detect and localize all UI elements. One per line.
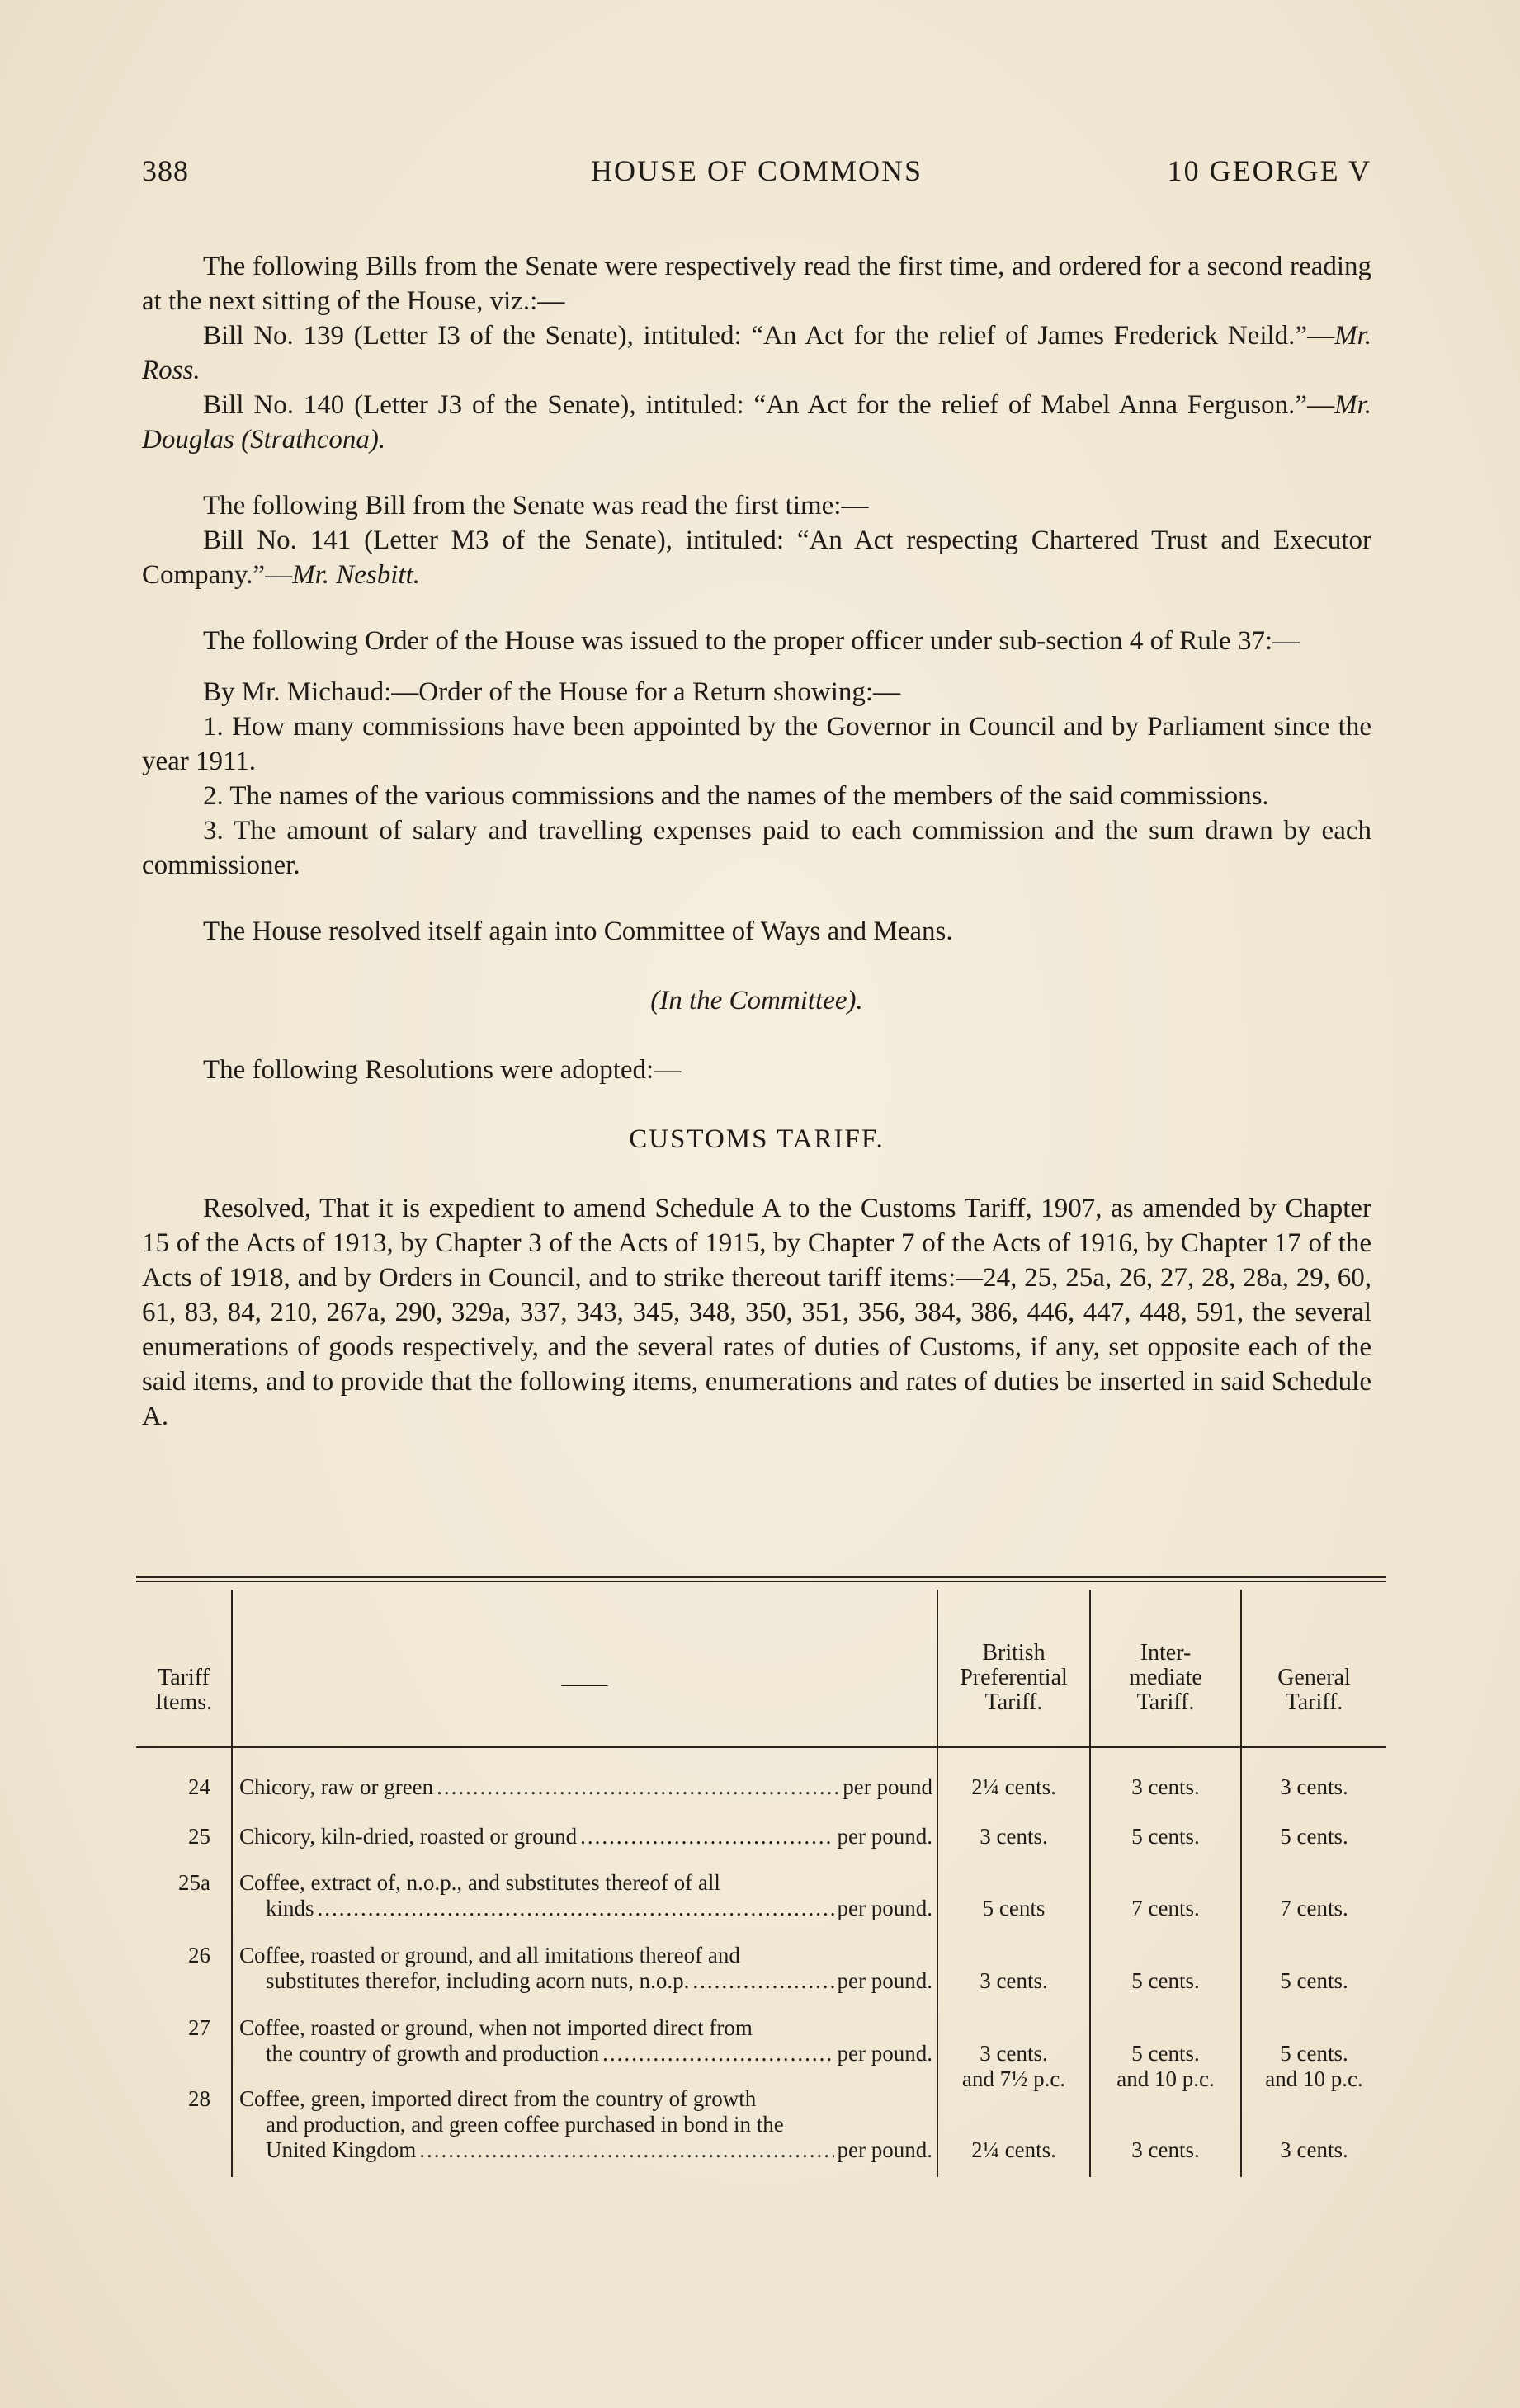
header-british-preferential: British Preferential Tariff. xyxy=(937,1590,1089,1746)
in-committee: (In the Committee). xyxy=(650,986,863,1016)
paragraph-item-2: 2. The names of the various commissions and the names of the members of the said commissions. xyxy=(203,781,1269,811)
paragraph-item-3: 3. The amount of salary and travelling expenses paid to each commission and the sum drawn by each commissioner. xyxy=(142,816,1371,880)
paragraph-bill-141: Bill No. 141 (Letter M3 of the Senate), intituled: “An Act respecting Chartered Trust and Executor Company.”—Mr. Nesbitt. xyxy=(142,525,1371,590)
header-tariff-items: Tariff Items. xyxy=(154,1665,213,1715)
header-intermediate: Inter- mediate Tariff. xyxy=(1089,1590,1240,1746)
page-number: 388 xyxy=(142,154,189,187)
paragraph-committee: The House resolved itself again into Committee of Ways and Means. xyxy=(203,917,953,946)
member-name: Mr. Nesbitt. xyxy=(292,560,421,590)
paragraph-bill-140: Bill No. 140 (Letter J3 of the Senate), intituled: “An Act for the relief of Mabel Anna Ferguson.”—Mr. Douglas (Strathcona). xyxy=(142,390,1371,455)
paragraph-order-issued: The following Order of the House was issued to the proper officer under sub-section 4 of Rule 37:— xyxy=(203,626,1300,656)
member-name: Mr. Ross. xyxy=(142,321,1371,385)
paragraph-item-1: 1. How many commissions have been appointed by the Governor in Council and by Parliament since the year 1911. xyxy=(142,712,1371,776)
paragraph-michaud-order: By Mr. Michaud:—Order of the House for a Return showing:— xyxy=(203,677,901,707)
header-description: —— xyxy=(231,1590,937,1746)
paragraph-bills-intro: The following Bills from the Senate were respectively read the first time, and ordered for a second reading at the next sitting of the House, viz.:— xyxy=(142,252,1371,316)
header-general: General Tariff. xyxy=(1240,1590,1386,1746)
proceedings-text xyxy=(142,249,1371,1434)
paragraph-resolutions: The following Resolutions were adopted:— xyxy=(203,1055,682,1085)
tariff-table xyxy=(136,1590,1386,2177)
regnal-year: 10 GEORGE V xyxy=(1167,154,1371,187)
member-name: Mr. Douglas (Strathcona). xyxy=(142,390,1371,455)
page-header xyxy=(142,153,1371,195)
table-header xyxy=(136,1590,1386,1748)
paragraph-resolved: Resolved, That it is expedient to amend Schedule A to the Customs Tariff, 1907, as amended by Chapter 15 of the Acts of 1913, by Chapter 3 of the Acts of 1915, by Chapter 7 of the Acts of 1916, by Chapter 17 of the Acts of 1918, and by Orders in Council, and to strike thereout tariff items:—24, 25, 25a, 26, 27, 28, 28a, 29, 60, 61, 83, 84, 210, 267a, 290, 329a, 337, 343, 345, 348, 350, 351, 356, 384, 386, 446, 447, 448, 591, the several enumerations of goods respectively, and the several rates of duties of Customs, if any, set opposite each of the said items, and to provide that the following items, enumerations and rates of duties be inserted in said Schedule A. xyxy=(142,1194,1371,1431)
table-top-rule xyxy=(136,1576,1386,1582)
section-heading: CUSTOMS TARIFF. xyxy=(629,1124,885,1154)
table-body: 24 Chicory, raw or green ..... per pound 2¼ cents. 3 cents. 3 cents. 25 Chicory, kiln-dried, roasted or ground ..... per pound. 3 cents. 5 cents. 5 cents. 25a Coffee, extract of, n.o.p., and substitutes thereof of all kinds ..... per pound. 5 cents 7 cents. 7 cents. 26 Coffee, roasted or ground, and all imitations thereof and substitutes therefor, including acorn nuts, n.o.p. ..... per pound. 3 cents. 5 cents. 5 cents. 27 Coffee, roasted or ground, when not imported direct from the country of growth and production ..... per pound. 3 cents. and 7½ p.c. 5 cents. and 10 p.c. 5 cents. and 10 p.c. 28 Coffee, green, imported direct from the country of growth and production, and green coffee purchased in bond in the United Kingdom ..... per pound. 2¼ cents. 3 cents. 3 cents. xyxy=(136,1748,1386,2177)
paragraph-bill-139: Bill No. 139 (Letter I3 of the Senate), intituled: “An Act for the relief of James Frederick Neild.”—Mr. Ross. xyxy=(142,321,1371,385)
paragraph-bill-intro-2: The following Bill from the Senate was read the first time:— xyxy=(203,491,869,521)
page-title: HOUSE OF COMMONS xyxy=(590,154,923,187)
